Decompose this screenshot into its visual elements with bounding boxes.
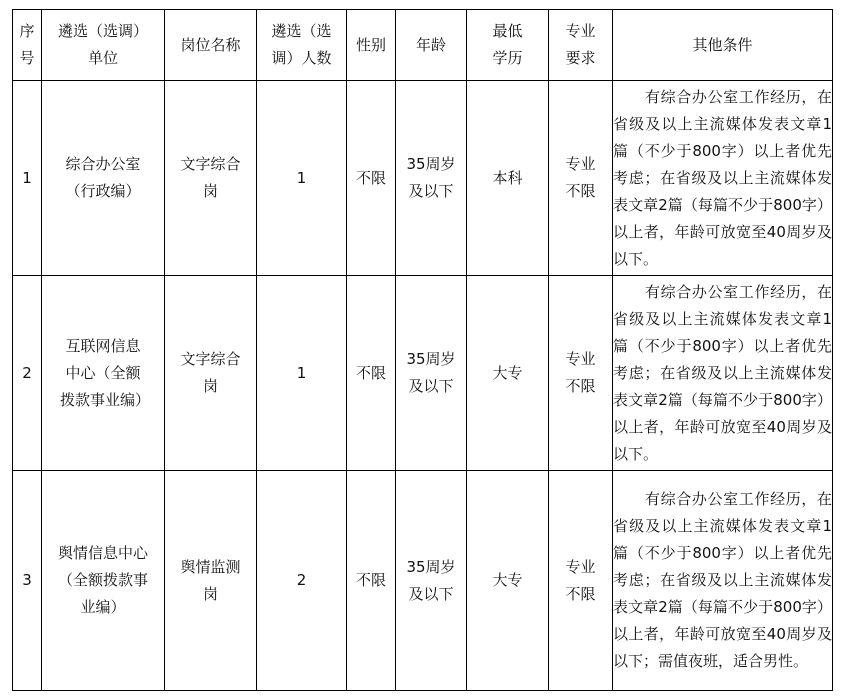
header-row: [13, 10, 833, 81]
header-major: 专业要求: [549, 10, 613, 81]
cell-conditions: 有综合办公室工作经历，在省级及以上主流媒体发表文章1篇（不少于800字）以上者优先考虑；在省级及以上主流媒体发表文章2篇（每篇不少于800字）以上者，年龄可放宽至40周岁及以下。: [613, 81, 833, 276]
header-unit: 遴选（选调）单位: [42, 10, 165, 81]
cell-unit: 舆情信息中心（全额拨款事业编）: [42, 471, 165, 691]
table-row: [13, 471, 833, 691]
recruitment-table: [12, 9, 833, 691]
cell-education: 本科: [467, 81, 549, 276]
header-education: 最低学历: [467, 10, 549, 81]
header-seq: 序号: [13, 10, 42, 81]
header-conditions: 其他条件: [613, 10, 833, 81]
cell-age: 35周岁及以下: [396, 471, 467, 691]
cell-age: 35周岁及以下: [396, 276, 467, 471]
cell-count: 2: [257, 471, 347, 691]
table-row: [13, 276, 833, 471]
cell-seq: 2: [13, 276, 42, 471]
cell-conditions: 有综合办公室工作经历，在省级及以上主流媒体发表文章1篇（不少于800字）以上者优先考虑；在省级及以上主流媒体发表文章2篇（每篇不少于800字）以上者，年龄可放宽至40周岁及以下。: [613, 276, 833, 471]
cell-seq: 3: [13, 471, 42, 691]
cell-unit: 综合办公室（行政编）: [42, 81, 165, 276]
cell-age: 35周岁及以下: [396, 81, 467, 276]
cell-major: 专业不限: [549, 81, 613, 276]
cell-conditions: 有综合办公室工作经历，在省级及以上主流媒体发表文章1篇（不少于800字）以上者优先考虑；在省级及以上主流媒体发表文章2篇（每篇不少于800字）以上者，年龄可放宽至40周岁及以下；需值夜班，适合男性。: [613, 471, 833, 691]
cell-position: 舆情监测岗: [165, 471, 257, 691]
cell-education: 大专: [467, 276, 549, 471]
cell-gender: 不限: [347, 276, 396, 471]
cell-position: 文字综合岗: [165, 276, 257, 471]
header-age: 年龄: [396, 10, 467, 81]
cell-major: 专业不限: [549, 276, 613, 471]
header-count: 遴选（选调）人数: [257, 10, 347, 81]
cell-gender: 不限: [347, 81, 396, 276]
cell-position: 文字综合岗: [165, 81, 257, 276]
cell-seq: 1: [13, 81, 42, 276]
cell-unit: 互联网信息中心（全额拨款事业编）: [42, 276, 165, 471]
cell-count: 1: [257, 276, 347, 471]
cell-major: 专业不限: [549, 471, 613, 691]
cell-count: 1: [257, 81, 347, 276]
cell-gender: 不限: [347, 471, 396, 691]
header-gender: 性别: [347, 10, 396, 81]
cell-education: 大专: [467, 471, 549, 691]
table-row: [13, 81, 833, 276]
header-position: 岗位名称: [165, 10, 257, 81]
